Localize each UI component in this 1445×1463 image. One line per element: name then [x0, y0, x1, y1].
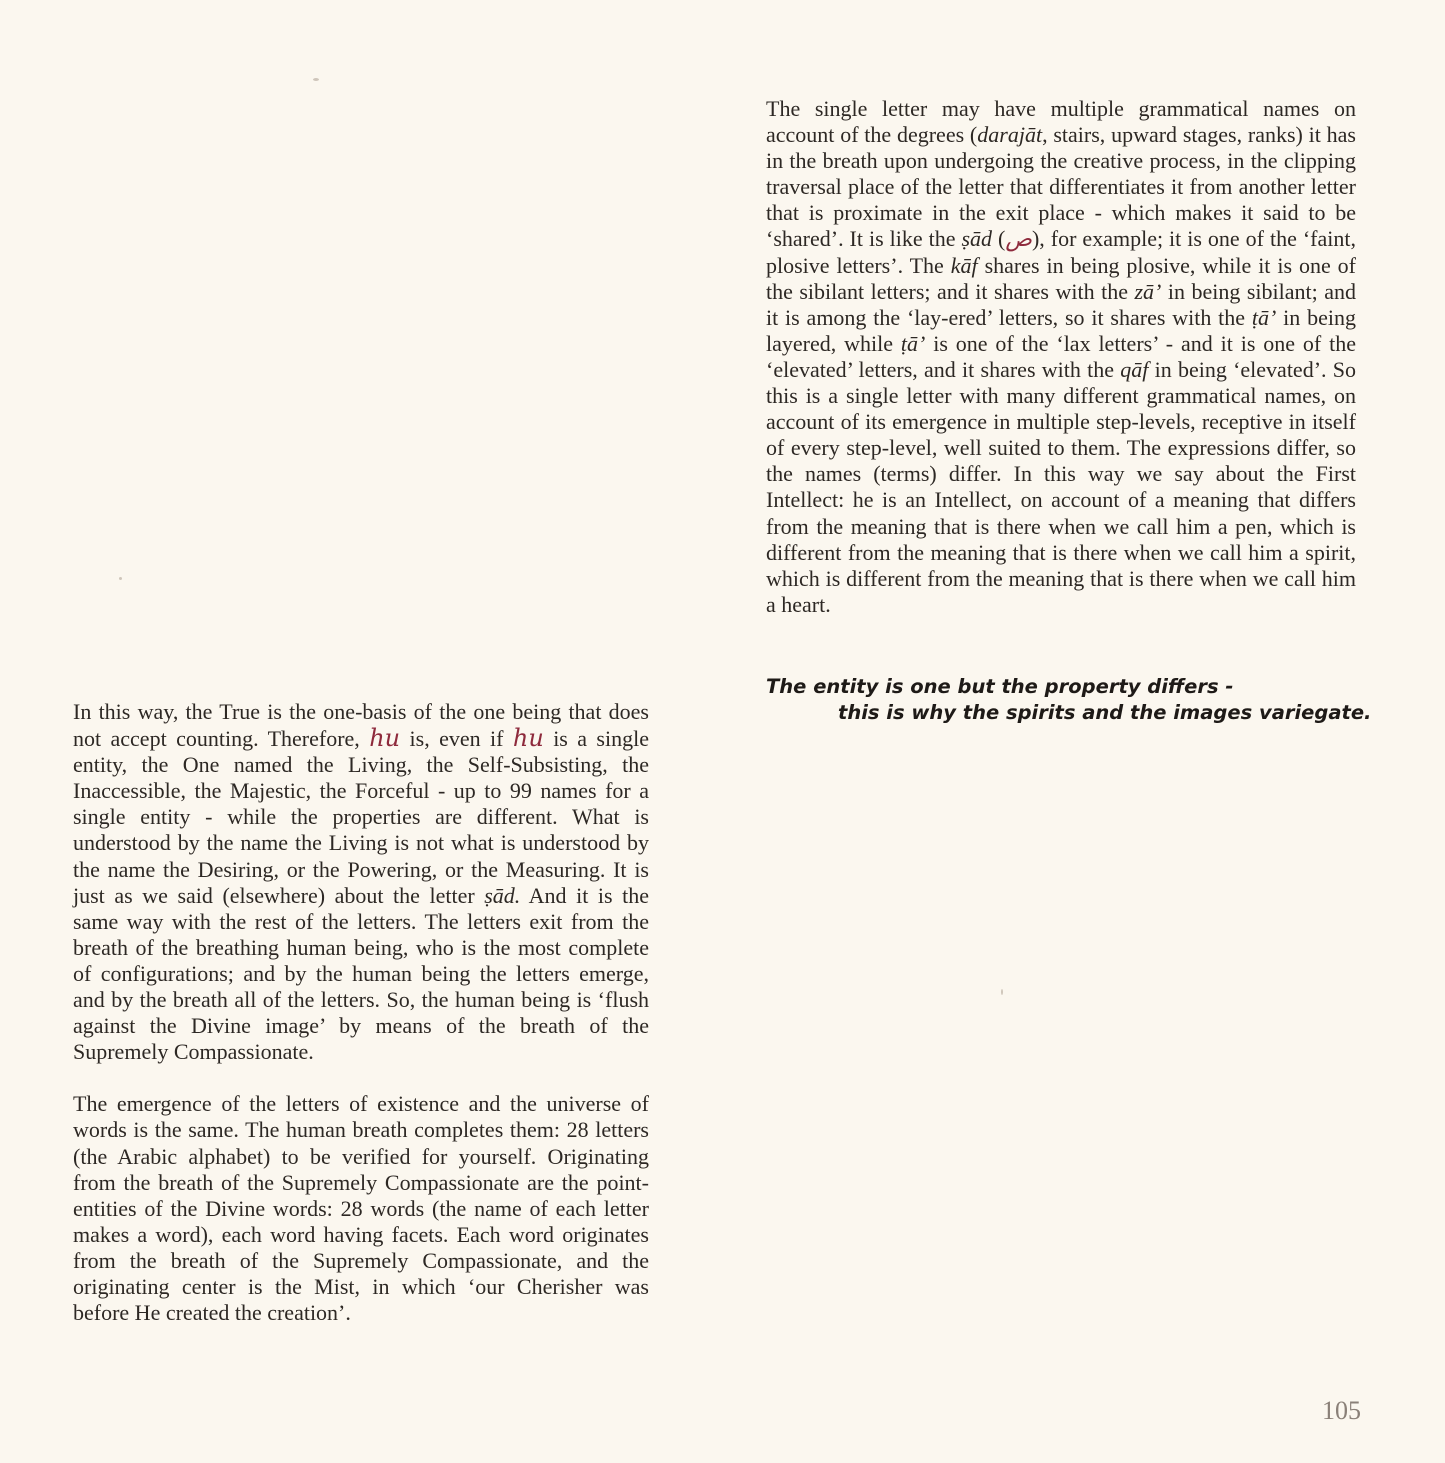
transliteration-ta: ṭā’ — [900, 330, 926, 356]
text-run: in being layered, while — [766, 304, 1356, 356]
transliteration-qaf: qāf — [1120, 356, 1149, 382]
calligraphic-hu: hu — [369, 724, 401, 753]
transliteration-za: zā’ — [1134, 278, 1162, 304]
maxim-block — [766, 674, 1386, 726]
paragraph — [73, 699, 649, 1065]
transliteration-sad: ṣād. — [484, 882, 521, 908]
text-run: , stairs, upward stages, ranks) it has in the breath upon undergoing the creative process, in the clipping traversal place of the letter that differentiates it from another letter that is proximate in the exit place - which makes it said to be ‘shared’. It is like the — [766, 122, 1356, 252]
transliteration-darajat: darajāt — [977, 122, 1043, 148]
text-run: in being ‘elevated’. So this is a single letter with many different grammatical names, on account of its emergence in multiple step-levels, receptive in itself of every step-level, well suited to them. The expressions differ, so the names (terms) differ. In this way we say about the First Intellect: he is an Intellect, on account of a meaning that differs from the meaning that is there when we call him a pen, which is different from the meaning that is there when we call him a spirit, which is different from the meaning that is there when we call him a heart. — [766, 356, 1356, 617]
arabic-letter-sad: ص — [1005, 226, 1032, 252]
paper-speck — [119, 577, 122, 580]
text-run: ), for example; it is one of the ‘faint, plosive letters’. The — [766, 226, 1356, 278]
text-run: is one of the ‘lax letters’ - and it is one of the ‘elevated’ letters, and it shares with the — [766, 330, 1357, 382]
transliteration-ta: ṭā’ — [1251, 304, 1277, 330]
paragraph: The emergence of the letters of existence and the universe of words is the same. The human breath completes them: 28 letters (the Arabic alphabet) to be verified for yourself. Originating from the breath of the Supremely Compassionate are the point-entities of the Divine words: 28 words (the name of each letter makes a word), each word having facets. Each word originates from the breath of the Supremely Compassionate, and the originating center is the Mist, in which ‘our Cherisher was before He created the creation’. — [73, 1091, 649, 1326]
paragraph — [766, 96, 1356, 618]
paper-speck — [313, 78, 319, 81]
right-text-column — [766, 96, 1356, 618]
page-number: 105 — [1322, 1396, 1361, 1425]
maxim-line-2: this is why the spirits and the images variegate. — [838, 701, 1372, 724]
transliteration-sad: ṣād — [961, 226, 993, 252]
paper-speck — [1001, 989, 1003, 995]
text-run: The single letter may have multiple grammatical names on account of the degrees ( — [766, 96, 1356, 148]
text-run: in being sibilant; and it is among the ‘lay-ered’ letters, so it shares with the — [766, 278, 1356, 330]
text-run: ( — [992, 226, 1006, 252]
transliteration-kaf: kāf — [950, 252, 978, 278]
text-run: shares in being plosive, while it is one of the sibilant letters; and it shares with the — [766, 252, 1357, 304]
text-run: In this way, the True is the one-basis of the one being that does not accept counting. Therefore, — [73, 699, 649, 752]
text-run: is a single entity, the One named the Living, the Self-Subsisting, the Inaccessible, the Majestic, the Forceful - up to 99 names for a single entity - while the properties are different. What is understood by the name the Living is not what is understood by the name the Desiring, or the Powering, or the Measuring. It is just as we said (elsewhere) about the letter — [73, 726, 649, 908]
text-run: is, even if — [400, 726, 513, 752]
calligraphic-hu: hu — [512, 724, 544, 753]
left-text-column — [73, 699, 649, 1326]
maxim-line-1: The entity is one but the property differs - — [766, 675, 1234, 698]
text-run: And it is the same way with the rest of the letters. The letters exit from the breath of the breathing human being, who is the most complete of configurations; and by the human being the letters emerge, and by the breath all of the letters. So, the human being is ‘flush against the Divine image’ by means of the breath of the Supremely Compassionate. — [73, 882, 650, 1065]
